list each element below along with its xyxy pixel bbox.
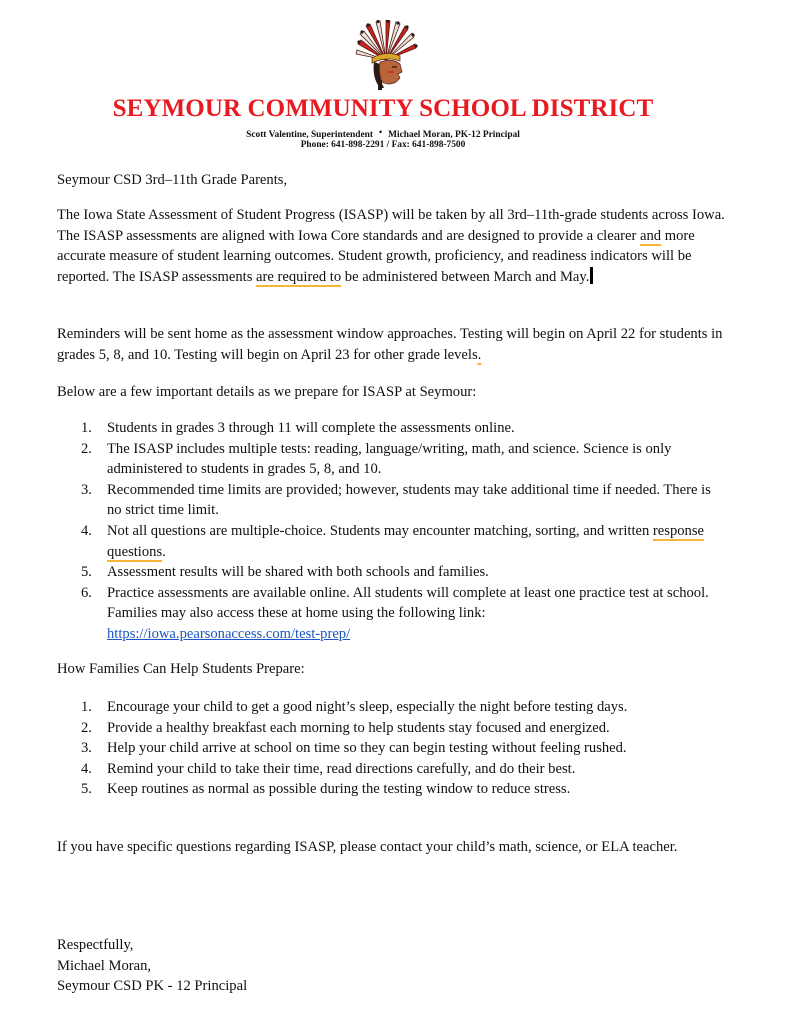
details-list <box>57 418 717 645</box>
intro-text-2: more accurate measure of student learning outcomes. Student growth, proficiency, and readiness indicators will be reported. The ISASP assessments <box>57 227 695 285</box>
grammar-suggestion-and[interactable]: and <box>640 227 662 244</box>
list-item <box>57 562 717 583</box>
list-item <box>57 439 717 480</box>
list-item-text: Practice assessments are available online. All students will complete at least one practice test at school. Families may also access these at home using the following link: <box>107 584 709 622</box>
signer-name: Michael Moran, <box>57 957 152 974</box>
list-number: 2. <box>81 719 92 736</box>
list-item-text: Help your child arrive at school on time so they can begin testing without feeling rushed. <box>107 740 627 757</box>
list-item-text-end: . <box>162 543 166 560</box>
list-number: 3. <box>81 740 92 757</box>
list-item <box>57 697 717 718</box>
reminder-text: Reminders will be sent home as the assessment window approaches. Testing will begin on April 22 for students in grades 5, 8, and 10. Testing will begin on April 23 for other grade levels <box>57 326 723 363</box>
chief-headdress-logo <box>350 20 422 92</box>
list-number: 4. <box>81 522 92 539</box>
intro-paragraph <box>57 205 737 287</box>
list-item-text: Encourage your child to get a good night’s sleep, especially the night before testing days. <box>107 699 628 715</box>
intro-text-3: be administered between March and May. <box>341 268 590 285</box>
list-item <box>57 480 717 521</box>
list-item <box>57 583 717 645</box>
list-item-text: Keep routines as normal as possible during the testing window to reduce stress. <box>107 781 571 798</box>
list-item <box>57 718 717 739</box>
contact-line: Phone: 641-898-2291 / Fax: 641-898-7500 <box>300 140 466 150</box>
list-number: 1. <box>81 420 92 436</box>
list-item <box>57 738 717 759</box>
signoff <box>57 935 737 997</box>
practice-test-link[interactable]: https://iowa.pearsonaccess.com/test-prep/ <box>107 625 351 642</box>
grammar-suggestion-response[interactable]: response questions <box>107 522 704 560</box>
staff-line <box>0 127 766 140</box>
list-number: 1. <box>81 699 92 715</box>
list-number: 3. <box>81 481 92 498</box>
families-heading: How Families Can Help Students Prepare: <box>57 661 305 677</box>
grammar-suggestion-period[interactable]: . <box>477 346 482 363</box>
grammar-suggestion-required[interactable]: are required to <box>256 268 342 285</box>
separator-dot: • <box>378 127 383 137</box>
text-cursor <box>590 267 593 284</box>
list-number: 4. <box>81 760 92 777</box>
district-title: SEYMOUR COMMUNITY SCHOOL DISTRICT <box>112 95 654 122</box>
list-item <box>57 779 717 800</box>
greeting: Seymour CSD 3rd–11th Grade Parents, <box>57 172 288 188</box>
list-item <box>57 418 717 439</box>
details-intro: Below are a few important details as we prepare for ISASP at Seymour: <box>57 384 477 400</box>
signer-title: Seymour CSD PK - 12 Principal <box>57 978 248 995</box>
list-item <box>57 759 717 780</box>
superintendent-name: Scott Valentine, Superintendent <box>246 130 373 140</box>
list-item-text: Not all questions are multiple-choice. Students may encounter matching, sorting, and written <box>107 522 653 539</box>
list-item-text: Remind your child to take their time, read directions carefully, and do their best. <box>107 760 576 777</box>
reminder-paragraph <box>57 324 737 365</box>
intro-text-1: The Iowa State Assessment of Student Progress (ISASP) will be taken by all 3rd–11th-grade students across Iowa. The ISASP assessments are aligned with Iowa Core standards and are designed to provide a clearer <box>57 207 725 244</box>
list-item <box>57 521 717 562</box>
closing-paragraph: If you have specific questions regarding ISASP, please contact your child’s math, science, or ELA teacher. <box>57 839 678 855</box>
list-item-text: Recommended time limits are provided; however, students may take additional time if needed. There is no strict time limit. <box>107 481 711 519</box>
list-item-text: The ISASP includes multiple tests: reading, language/writing, math, and science. Science is only administered to students in grades 5, 8, and 10. <box>107 440 672 478</box>
list-item-text: Assessment results will be shared with both schools and families. <box>107 564 489 581</box>
valediction: Respectfully, <box>57 937 134 953</box>
list-number: 6. <box>81 584 92 601</box>
principal-name: Michael Moran, PK-12 Principal <box>388 130 520 140</box>
list-number: 5. <box>81 564 92 581</box>
list-item-text: Students in grades 3 through 11 will complete the assessments online. <box>107 420 515 436</box>
list-number: 2. <box>81 440 92 457</box>
list-number: 5. <box>81 781 92 798</box>
list-item-text: Provide a healthy breakfast each morning to help students stay focused and energized. <box>107 719 610 736</box>
help-list <box>57 697 717 800</box>
